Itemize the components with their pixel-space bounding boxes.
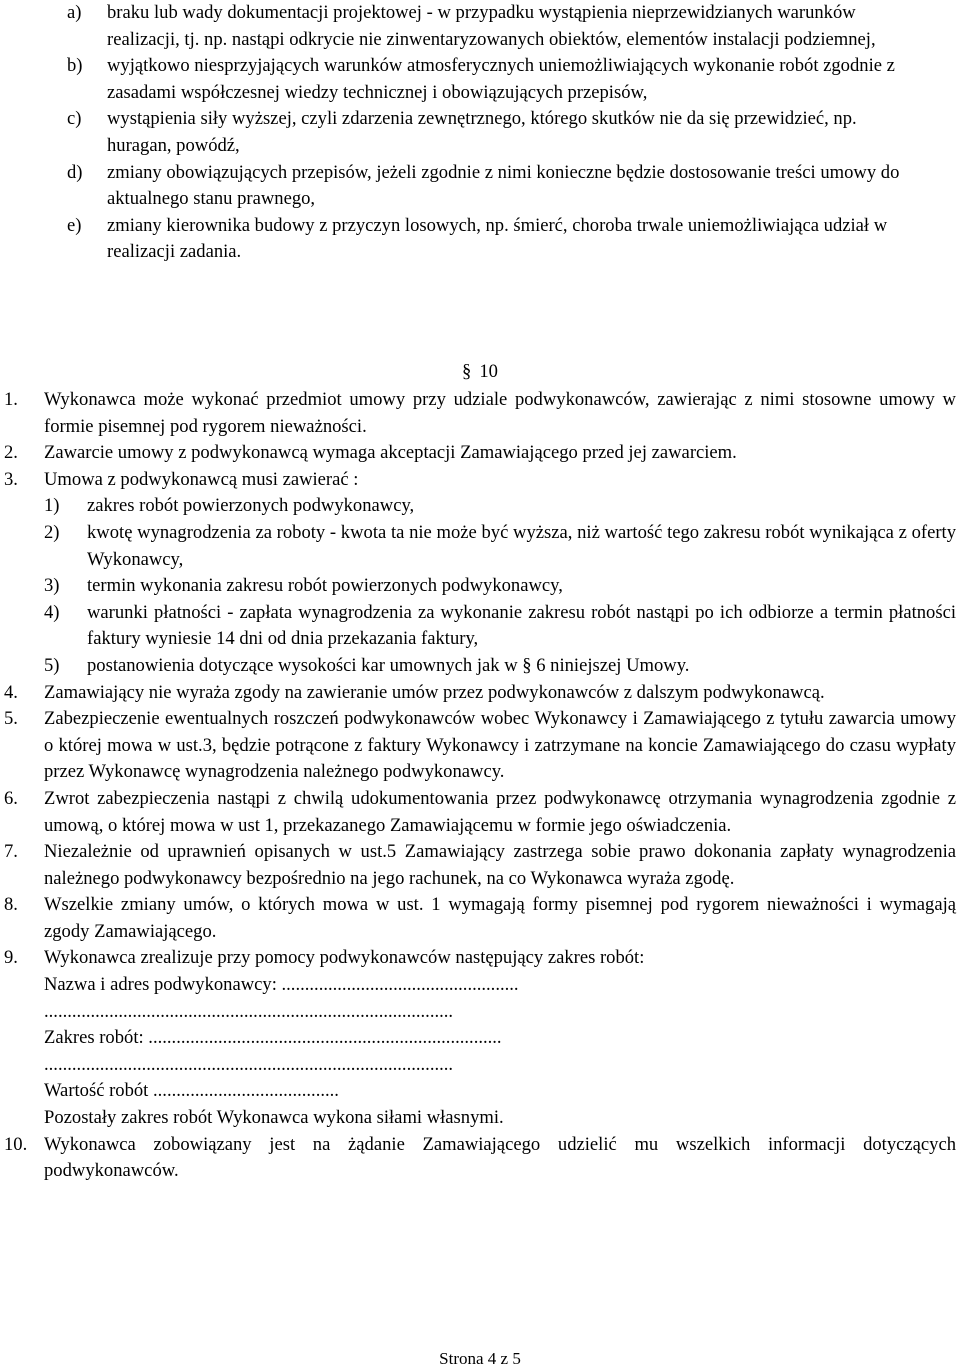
item-number: 10.: [4, 1133, 28, 1155]
page-footer: Strona 4 z 5: [439, 1349, 521, 1368]
item-marker: a): [67, 2, 82, 23]
sub-item: [44, 600, 956, 653]
item-number: 6.: [4, 787, 18, 809]
list-item: [0, 387, 960, 440]
item-marker: e): [67, 214, 82, 236]
section-heading: [0, 359, 960, 386]
section-symbol: §: [462, 361, 472, 382]
lettered-list: [0, 0, 960, 266]
item-text: Wykonawca zobowiązany jest na żądanie Zamawiającego udzielić mu wszelkich informacji dotyczących podwykonawców.: [44, 1133, 956, 1182]
item-text: Zabezpieczenie ewentualnych roszczeń podwykonawców wobec Wykonawcy i Zamawiającego z tytułu zawarcia umowy o której mowa w ust.3, będzie potrącone z faktury Wykonawcy i zatrzymane na koncie Zamawiającego do czasu wypłaty przez Wykonawcę wynagrodzenia należnego podwykonawcy.: [44, 708, 956, 783]
item-text: wyjątkowo niesprzyjających warunków atmosferycznych uniemożliwiających wykonanie robót zgodnie z zasadami współczesnej wiedzy technicznej i obowiązujących przepisów,: [107, 55, 895, 103]
item-text: Zamawiający nie wyraża zgody na zawieranie umów przez podwykonawców z dalszym podwykonawcą.: [44, 681, 825, 703]
sub-item-text: kwotę wynagrodzenia za roboty - kwota ta nie może być wyższa, niż wartość tego zakresu robót wynikająca z oferty Wykonawcy,: [87, 521, 956, 570]
list-item: [0, 467, 960, 680]
scope-field: Zakres robót: ............................................................................: [44, 1027, 502, 1049]
sub-item-text: warunki płatności - zapłata wynagrodzenia za wykonanie zakresu robót nastąpi po ich odbiorze a termin płatności faktury wyniesie 14 dni od dnia przekazania faktury,: [87, 601, 956, 650]
sub-item-number: 1): [44, 495, 60, 517]
item-text: Wszelkie zmiany umów, o których mowa w ust. 1 wymagają formy pisemnej pod rygorem nieważności i wymagają zgody Zamawiającego.: [44, 894, 956, 942]
item-text: Zwrot zabezpieczenia nastąpi z chwilą udokumentowania przez podwykonawcę otrzymania wynagrodzenia zgodnie z umową, o której mowa w ust 1, przekazanego Zamawiającemu w formie jego oświadczenia.: [44, 787, 956, 836]
list-item: [0, 892, 960, 945]
remaining-scope-text: Pozostały zakres robót Wykonawca wykona siłami własnymi.: [44, 1107, 504, 1129]
sub-item-number: 2): [44, 521, 60, 543]
item-text: wystąpienia siły wyższej, czyli zdarzenia zewnętrznego, którego skutków nie da się przewidzieć, np. huragan, powódź,: [107, 108, 857, 156]
item-marker: b): [67, 55, 83, 77]
item-text: zmiany obowiązujących przepisów, jeżeli zgodnie z nimi konieczne będzie dostosowanie treści umowy do aktualnego stanu prawnego,: [107, 161, 900, 210]
item-text: Niezależnie od uprawnień opisanych w ust.5 Zamawiający zastrzega sobie prawo dokonania zapłaty wynagrodzenia należnego podwykonawcy bezpośrednio na jego rachunek, na co Wykonawca wyraża zgodę.: [44, 841, 956, 889]
item-number: 4.: [4, 681, 18, 703]
item-number: 1.: [4, 389, 18, 410]
list-item: [0, 786, 960, 839]
item-text: Zawarcie umowy z podwykonawcą wymaga akceptacji Zamawiającego przed jej zawarciem.: [44, 442, 737, 464]
item-marker: d): [67, 161, 83, 183]
item-text: braku lub wady dokumentacji projektowej - w przypadku wystąpienia nieprzewidzianych warunków realizacji, tj. np. nastąpi odkrycie nie zinwentaryzowanych obiektów, elementów instalacji podziemnej,: [107, 2, 876, 50]
value-field: Wartość robót ........................................: [44, 1080, 339, 1102]
item-number: 5.: [4, 708, 18, 730]
list-item: [0, 839, 960, 892]
sub-item: [44, 653, 956, 680]
sub-item-number: 3): [44, 575, 60, 597]
subcontractor-name-field: Nazwa i adres podwykonawcy: ...................................................: [44, 974, 519, 996]
item-number: 9.: [4, 947, 18, 969]
item-number: 3.: [4, 468, 18, 490]
item-text: Wykonawca może wykonać przedmiot umowy przy udziale podwykonawców, zawierając z nimi stosowne umowy w formie pisemnej pod rygorem nieważności.: [44, 389, 956, 437]
numbered-list: [0, 387, 960, 1185]
sub-item-text: termin wykonania zakresu robót powierzonych podwykonawcy,: [87, 575, 563, 597]
sub-item: [44, 573, 956, 600]
list-item: [0, 0, 960, 53]
item-marker: c): [67, 108, 82, 130]
sub-item: [44, 520, 956, 573]
item-text: Wykonawca zrealizuje przy pomocy podwykonawców następujący zakres robót:: [44, 947, 645, 969]
sub-item-text: zakres robót powierzonych podwykonawcy,: [87, 495, 415, 517]
list-item: [0, 106, 960, 159]
item-number: 8.: [4, 894, 18, 916]
list-item: [0, 706, 960, 786]
list-item: [0, 213, 960, 266]
item-number: 7.: [4, 841, 18, 863]
sub-item: [44, 493, 956, 520]
list-item: [0, 440, 960, 467]
sub-item-number: 4): [44, 601, 60, 623]
sub-item-text: postanowienia dotyczące wysokości kar umownych jak w § 6 niniejszej Umowy.: [87, 654, 690, 676]
item-number: 2.: [4, 442, 18, 464]
item-text: zmiany kierownika budowy z przyczyn losowych, np. śmierć, choroba trwale uniemożliwiająca udział w realizacji zadania.: [107, 214, 888, 263]
list-item: [0, 945, 960, 1131]
subcontractor-name-field-continuation: ........................................................................................: [44, 1000, 454, 1022]
list-item: [0, 53, 960, 106]
list-item: [0, 160, 960, 213]
scope-field-continuation: ........................................................................................: [44, 1053, 454, 1075]
list-item: [0, 1132, 960, 1185]
sub-item-number: 5): [44, 654, 60, 676]
item-text: Umowa z podwykonawcą musi zawierać :: [44, 468, 359, 490]
section-number: 10: [479, 361, 498, 382]
list-item: [0, 680, 960, 707]
